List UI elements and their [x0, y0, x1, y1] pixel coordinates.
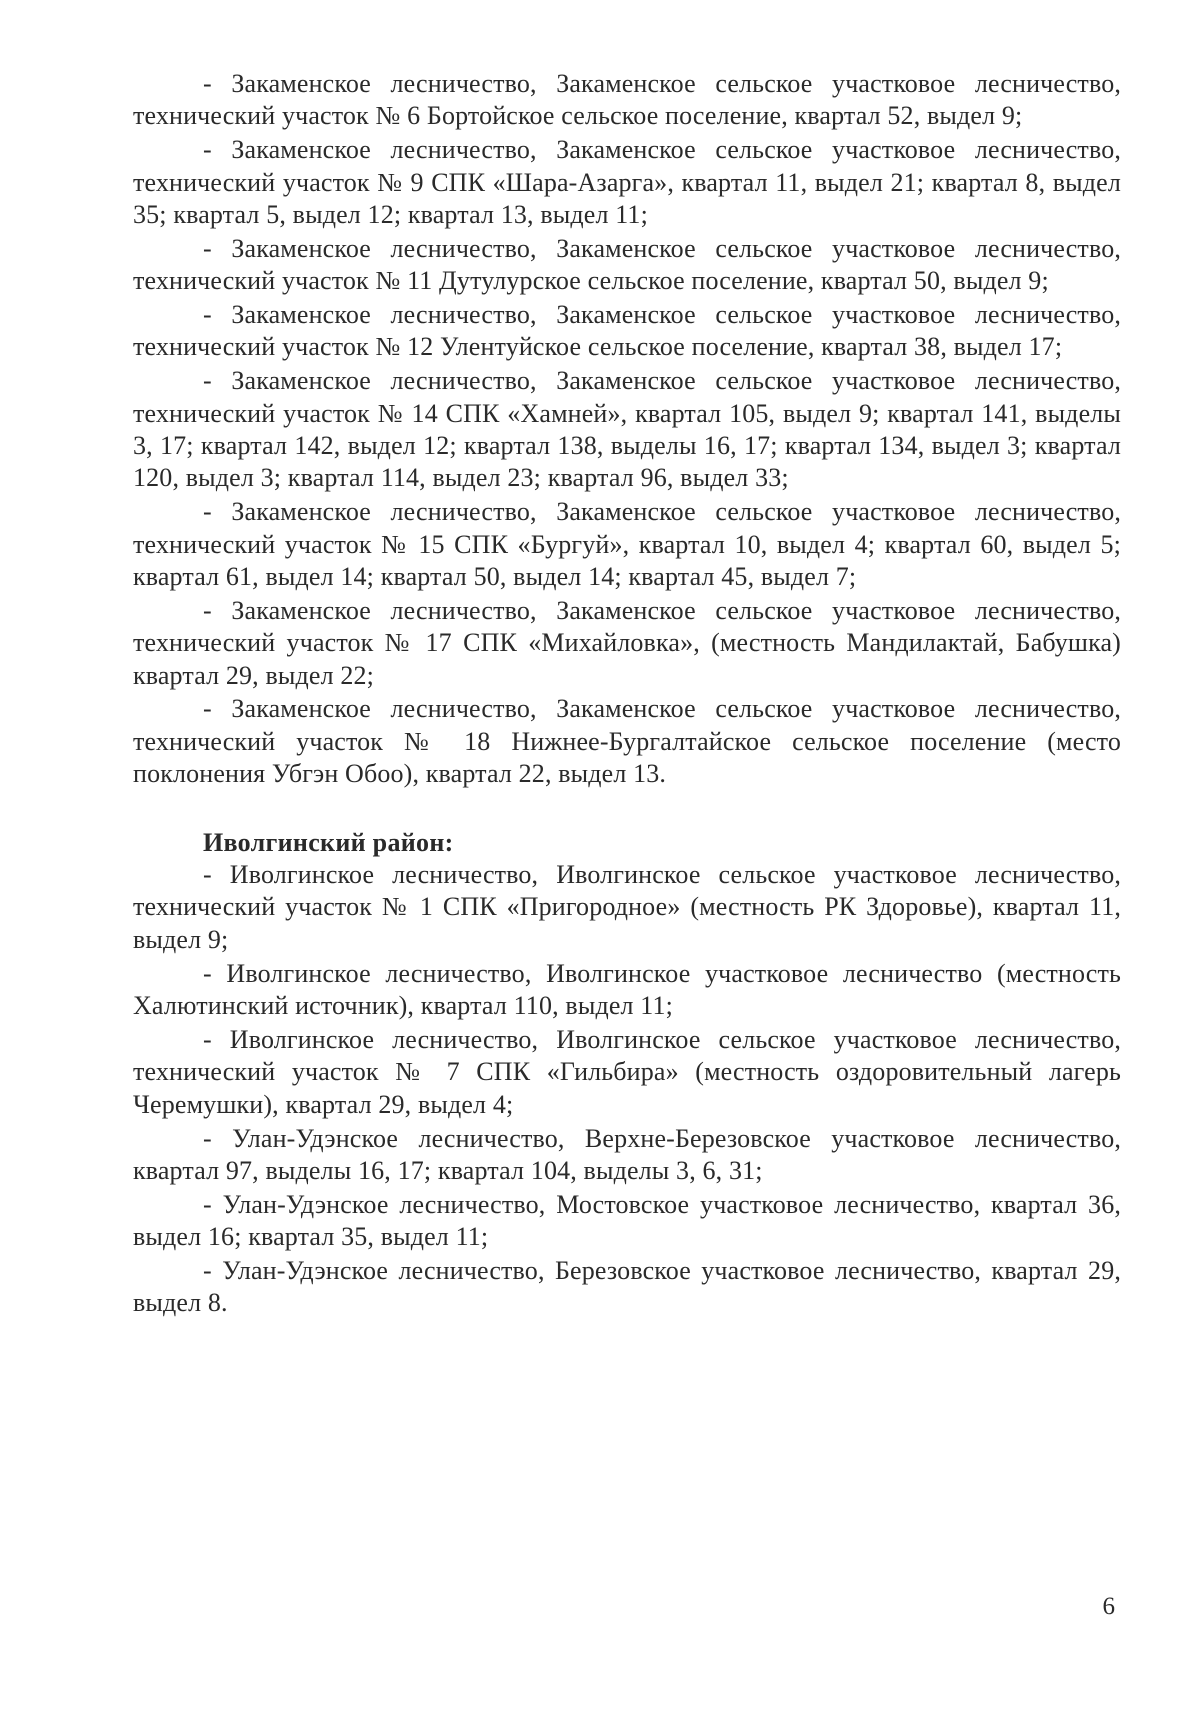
section-heading-ivolginsky: Иволгинский район: [203, 827, 454, 857]
list-item: - Закаменское лесничество, Закаменское сельское участковое лесничество, технический участок № 17 СПК «Михайловка», (местность Мандилактай, Бабушка) квартал 29, выдел 22; [133, 595, 1121, 690]
list-item: - Улан-Удэнское лесничество, Березовское участковое лесничество, квартал 29, выдел 8. [133, 1255, 1121, 1318]
list-item: - Закаменское лесничество, Закаменское сельское участковое лесничество, технический участок № 12 Улентуйское сельское поселение, квартал 38, выдел 17; [133, 300, 1121, 362]
list-item: - Улан-Удэнское лесничество, Верхне-Березовское участковое лесничество, квартал 97, выделы 16, 17; квартал 104, выделы 3, 6, 31; [133, 1123, 1121, 1185]
zakamensky-list [133, 68, 1121, 791]
list-item: - Иволгинское лесничество, Иволгинское участковое лесничество (местность Халютинский источник), квартал 110, выдел 11; [133, 958, 1121, 1021]
page-number: 6 [1102, 1593, 1115, 1620]
list-item: - Закаменское лесничество, Закаменское сельское участковое лесничество, технический участок № 9 СПК «Шара-Азарга», квартал 11, выдел 21; квартал 8, выдел 35; квартал 5, выдел 12; квартал 13, выдел 11; [133, 135, 1121, 230]
list-item: - Улан-Удэнское лесничество, Мостовское участковое лесничество, квартал 36, выдел 16; квартал 35, выдел 11; [133, 1189, 1121, 1252]
list-item: - Закаменское лесничество, Закаменское сельское участковое лесничество, технический участок № 6 Бортойское сельское поселение, квартал 52, выдел 9; [133, 69, 1121, 131]
list-item: - Закаменское лесничество, Закаменское сельское участковое лесничество, технический участок № 18 Нижнее-Бургалтайское сельское поселение (место поклонения Убгэн Обоо), квартал 22, выдел 13. [133, 694, 1121, 789]
list-item: - Закаменское лесничество, Закаменское сельское участковое лесничество, технический участок № 15 СПК «Бургуй», квартал 10, выдел 4; квартал 60, выдел 5; квартал 61, выдел 14; квартал 50, выдел 14; квартал 45, выдел 7; [133, 497, 1121, 592]
list-item: - Закаменское лесничество, Закаменское сельское участковое лесничество, технический участок № 14 СПК «Хамней», квартал 105, выдел 9; квартал 141, выделы 3, 17; квартал 142, выдел 12; квартал 138, выделы 16, 17; квартал 134, выдел 3; квартал 120, выдел 3; квартал 114, выдел 23; квартал 96, выдел 33; [133, 366, 1121, 493]
list-item: - Иволгинское лесничество, Иволгинское сельское участковое лесничество, технический участок № 7 СПК «Гильбира» (местность оздоровительный лагерь Черемушки), квартал 29, выдел 4; [133, 1024, 1121, 1119]
list-item: - Иволгинское лесничество, Иволгинское сельское участковое лесничество, технический участок № 1 СПК «Пригородное» (местность РК Здоровье), квартал 11, выдел 9; [133, 860, 1121, 954]
list-item: - Закаменское лесничество, Закаменское сельское участковое лесничество, технический участок № 11 Дутулурское сельское поселение, квартал 50, выдел 9; [133, 233, 1121, 296]
document-page [133, 68, 1121, 1321]
ivolginsky-list [133, 859, 1121, 1320]
